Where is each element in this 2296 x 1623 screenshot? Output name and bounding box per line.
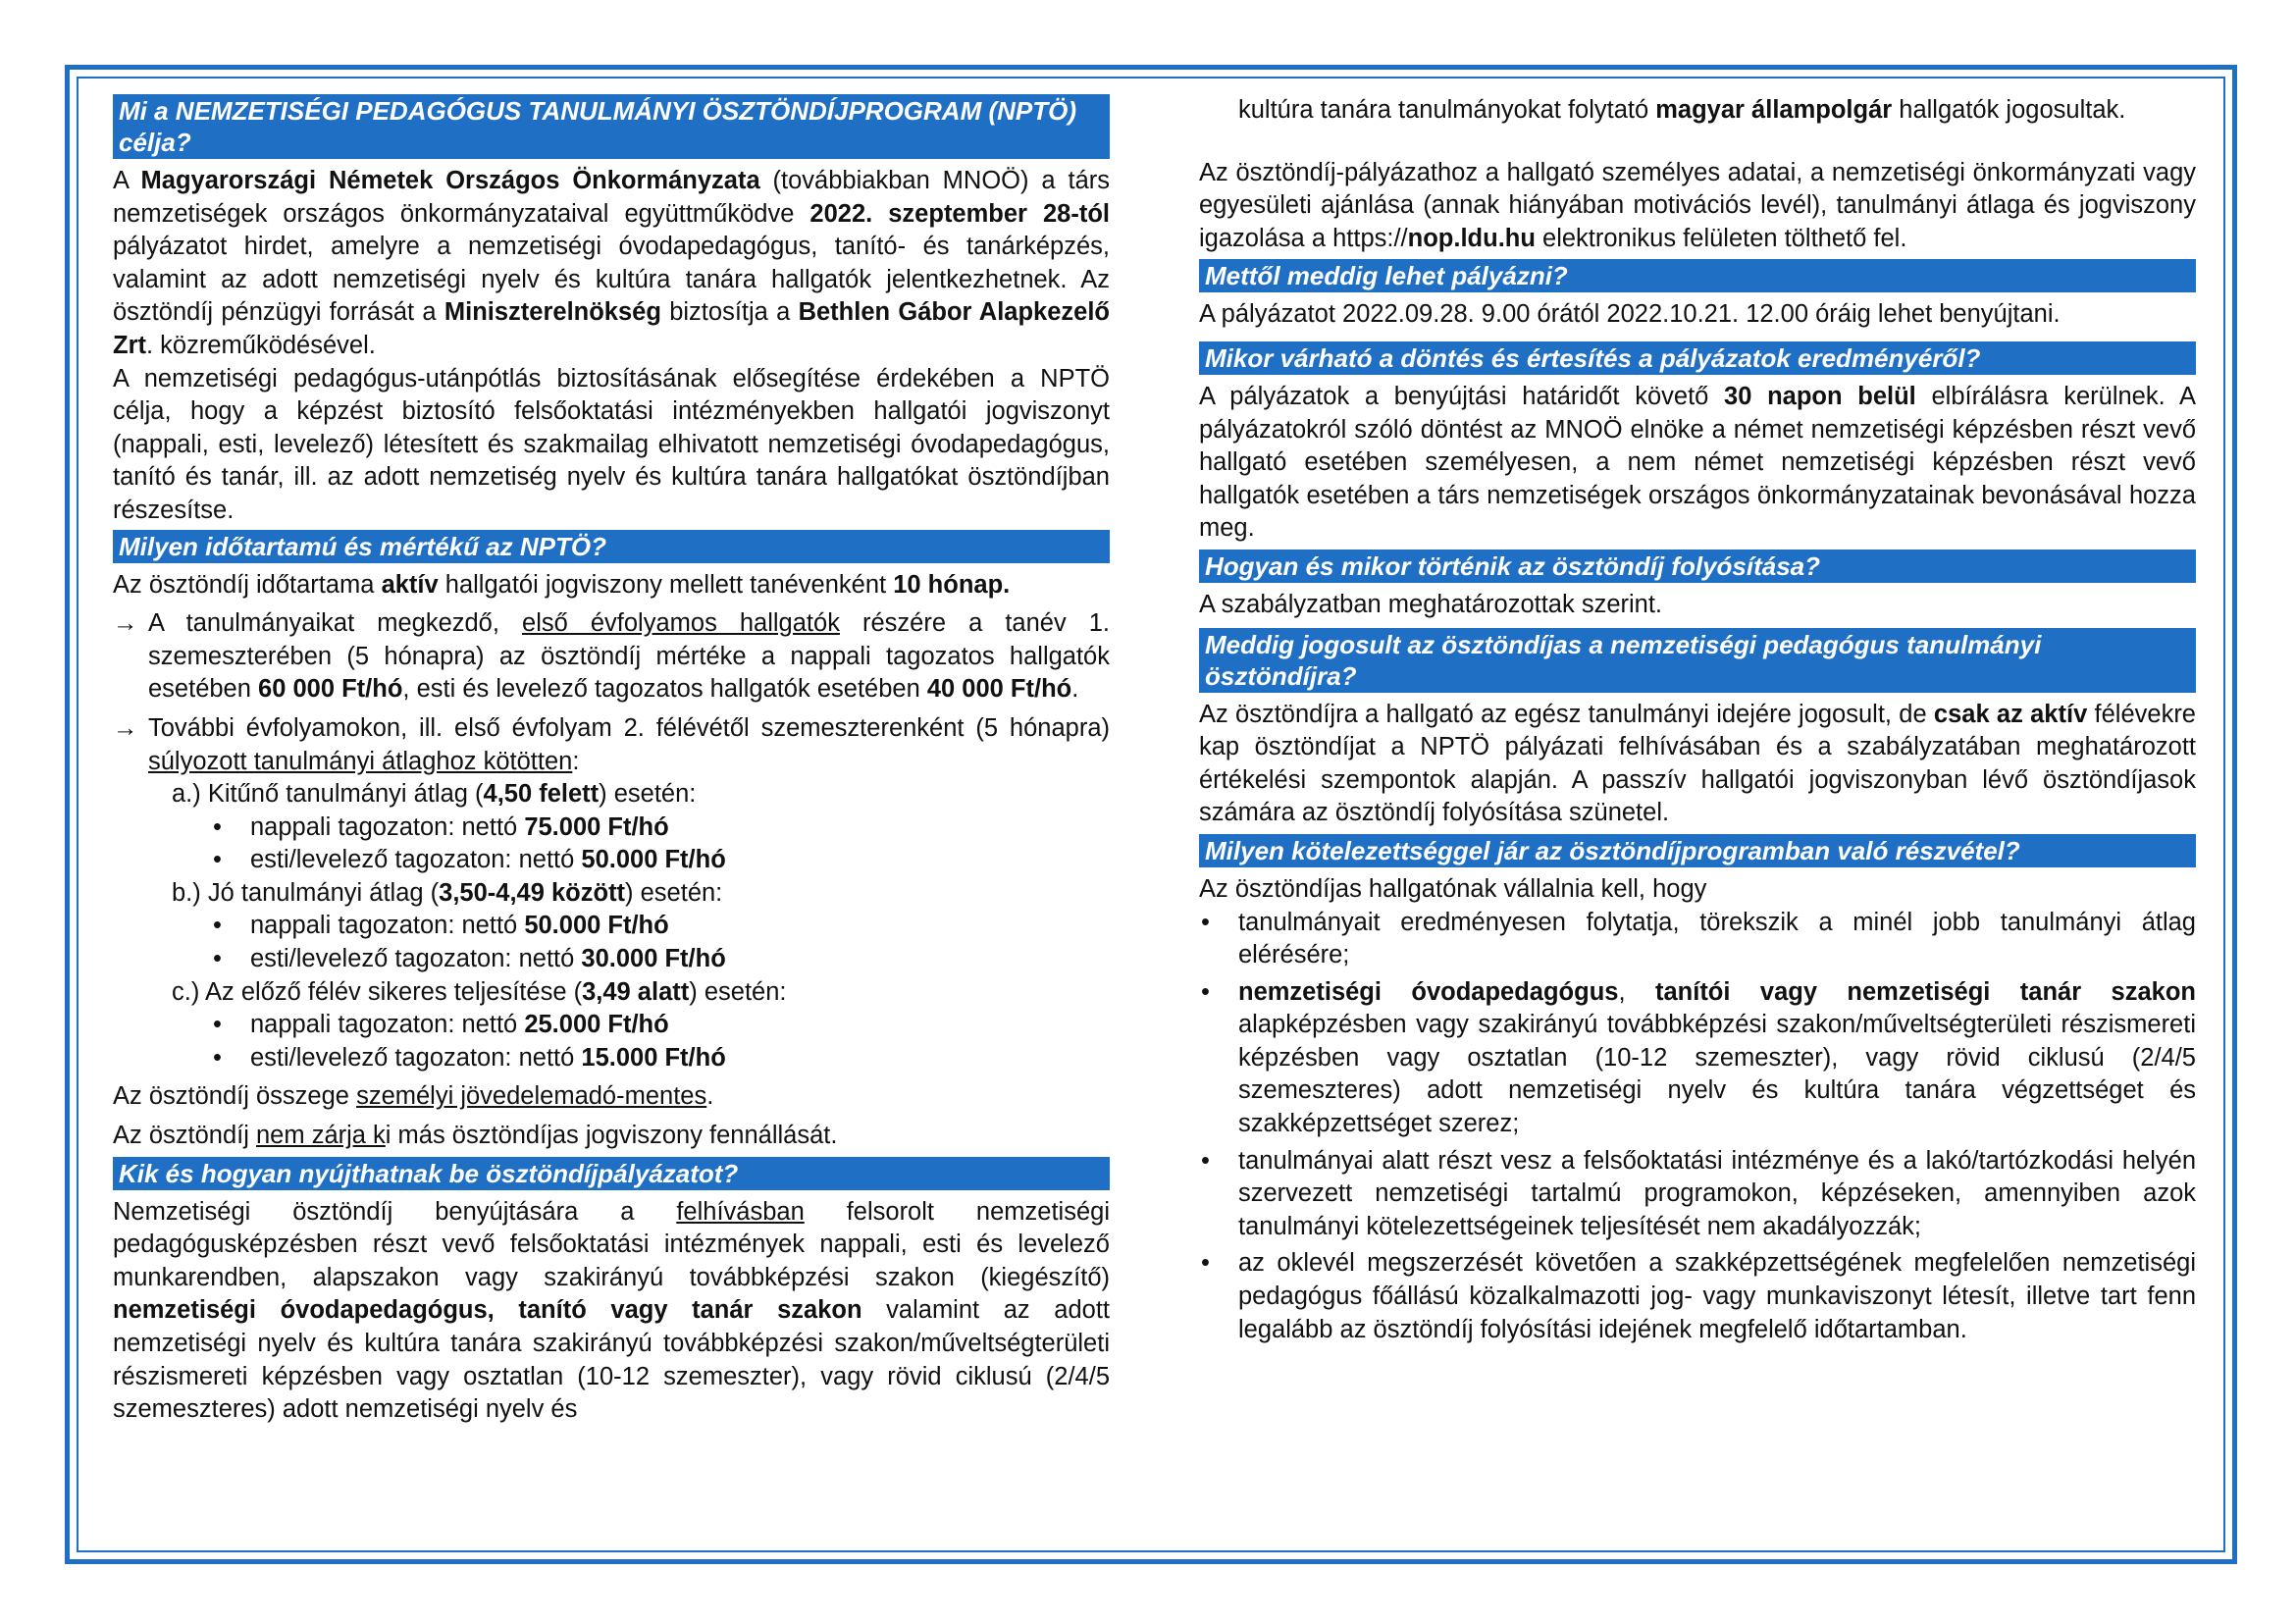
list-item <box>113 943 1110 976</box>
paragraph-obligations-intro: Az ösztöndíjas hallgatónak vállalnia kell, hogy <box>1199 874 1707 903</box>
amount: 15.000 Ft/hó <box>581 1043 726 1072</box>
text: ) esetén: <box>599 780 697 809</box>
text-bold: csak az aktív <box>1933 700 2088 728</box>
grade-range: 4,50 felett <box>483 780 600 809</box>
text: nappali tagozaton: nettó <box>250 912 525 940</box>
grade-pass <box>113 976 1110 1010</box>
paragraph-eligibility <box>113 1196 1110 1427</box>
paragraph-announcement <box>113 165 1110 363</box>
text: félévekre kap ösztöndíjat a NPTÖ pályázati felhívásában és a szabályzatában meghatározott értékelési szempontok alapján. A passzív hallgatói jogviszonyban lévő ösztöndíjasok számára az ösztöndíj folyósítása szünetel. <box>1199 700 2196 827</box>
text: (továbbiakban MNOÖ) a társ nemzetiségek országos önkormányzataival együttműködve <box>113 167 1110 228</box>
text-bold: tanítói vagy nemzetiségi tanár szakon <box>1654 977 2197 1006</box>
text-underlined: nem zárja k <box>256 1122 386 1150</box>
section-heading-obligations: Milyen kötelezettséggel jár az ösztöndíjprogramban való részvétel? <box>1199 834 2196 867</box>
text-bold: magyar állampolgár <box>1655 96 1893 124</box>
text: Az ösztöndíj-pályázathoz a hallgató személyes adatai, a nemzetiségi önkormányzati vagy egyesületi ajánlása (annak hiányában motivációs levél), tanulmányi átlaga és jogviszony igazolása a https:// <box>1199 158 2196 252</box>
arrow-right-icon: → <box>113 609 138 638</box>
section-heading-deadline: Mettől meddig lehet pályázni? <box>1199 259 2196 292</box>
text: ) esetén: <box>625 878 723 907</box>
text-underlined: súlyozott tanulmányi átlaghoz kötötten <box>148 747 573 775</box>
text: nappali tagozaton: nettó <box>250 1011 525 1039</box>
section-heading-duration: Milyen időtartamú és mértékű az NPTÖ? <box>113 530 1110 563</box>
text: Az ösztöndíj időtartama <box>113 570 382 599</box>
text: , esti és levelező tagozatos hallgatók esetében <box>402 675 927 704</box>
left-column <box>113 94 1110 1427</box>
text: kultúra tanára tanulmányokat folytató <box>1238 96 1656 124</box>
list-item <box>113 1042 1110 1075</box>
list-item <box>113 812 1110 845</box>
text-bold: 30 napon belül <box>1724 382 1916 410</box>
paragraph-decision <box>1199 381 2196 546</box>
text: elbírálásra kerülnek. A pályázatokról szóló döntést az MNOÖ elnöke a német nemzetiségi képzésben részt vevő hallgató esetében személyesen, a nem német nemzetiségi képzésben részt vevő hallgatók esetében a társ nemzetiségek országos önkormányzatainak bevonásával hozza meg. <box>1199 382 2196 543</box>
right-column <box>1199 94 2196 1346</box>
amount-day: 60 000 Ft/hó <box>258 675 403 704</box>
text-underlined: személyi jövedelemadó-mentes <box>356 1082 707 1111</box>
text: hallgatók jogosultak. <box>1892 96 2126 124</box>
text: esti/levelező tagozaton: nettó <box>250 846 582 874</box>
text: hallgatói jogviszony mellett tanévenként <box>438 570 894 599</box>
text: : <box>572 747 580 775</box>
duration-value: 10 hónap. <box>893 570 1011 599</box>
text: , <box>1618 977 1655 1006</box>
paragraph-entitlement <box>1199 699 2196 830</box>
list-item <box>113 1009 1110 1042</box>
amount: 30.000 Ft/hó <box>581 945 726 973</box>
arrow-item-further-years <box>113 712 1110 778</box>
text-bold: nemzetiségi óvodapedagógus <box>1238 977 1619 1006</box>
paragraph-duration <box>113 569 1110 602</box>
amount-evening: 40 000 Ft/hó <box>926 675 1072 704</box>
list-item: • tanulmányait eredményesen folytatja, törekszik a minél jobb tanulmányi átlag elérésére; <box>1199 907 2196 972</box>
paragraph-payment: A szabályzatban meghatározottak szerint. <box>1199 590 1663 618</box>
list-item <box>1199 976 2196 1141</box>
paragraph-other-scholarship <box>113 1120 1110 1153</box>
text-bold: aktív <box>381 570 439 599</box>
text: Az ösztöndíj <box>113 1122 256 1150</box>
text: További évfolyamokon, ill. első évfolyam 2. félévétől szemeszterenként (5 hónapra) <box>148 713 1110 742</box>
text: részére a tanév 1. szemeszterében (5 hónapra) az ösztöndíj mértéke a nappali tagozatos hallgatók esetében <box>148 609 1111 704</box>
text: i más ösztöndíjas jogviszony fennállását. <box>385 1122 838 1150</box>
text: Nemzetiségi ösztöndíj benyújtására a <box>113 1197 677 1226</box>
text-underlined: felhívásban <box>676 1197 805 1226</box>
text: felsorolt nemzetiségi pedagógusképzésben részt vevő felsőoktatási intézmények nappali, esti és levelező munkarendben, alapszakon vagy szakirányú továbbképzési szakon (kiegészítő) <box>113 1197 1110 1291</box>
text: . <box>1071 675 1079 704</box>
text: Az ösztöndíjra a hallgató az egész tanulmányi idejére jogosult, de <box>1199 700 1934 728</box>
text: elektronikus felületen tölthető fel. <box>1535 224 1907 252</box>
paragraph-goal: A nemzetiségi pedagógus-utánpótlás biztosításának elősegítése érdekében a NPTÖ célja, hogy a képzést biztosító felsőoktatási intézményekben hallgatói jogviszonyt (nappali, esti, levelező) létesített és szakmailag elhivatott nemzetiségi óvodapedagógus, tanító és tanár, ill. az adott nemzetiség nyelv és kultúra tanára hallgatókat ösztöndíjban részesítse. <box>113 364 1110 524</box>
arrow-item-text <box>148 712 1110 778</box>
text: b.) Jó tanulmányi átlag ( <box>172 878 440 907</box>
text: ) esetén: <box>689 977 787 1006</box>
org-name: Magyarországi Németek Országos Önkormányzata <box>140 167 760 194</box>
paragraph-deadline: A pályázatot 2022.09.28. 9.00 órától 2022.10.21. 12.00 óráig lehet benyújtani. <box>1199 300 2061 329</box>
text: A <box>113 167 141 194</box>
text: esti/levelező tagozaton: nettó <box>250 1043 582 1072</box>
text: pályázatot hirdet, amelyre a nemzetiségi óvodapedagógus, tanító- és tanárképzés, valamint az adott nemzetiségi nyelv és kultúra tanára hallgatók jelentkezhetnek. Az ösztöndíj pénzügyi forrását a <box>113 233 1110 327</box>
text: alapképzésben vagy szakirányú továbbképzési szakon/műveltségterületi részismereti képzésben vagy osztatlan (10-12 szemeszter), vagy rövid ciklusú (2/4/5 szemeszteres) adott nemzetiségi nyelv és kultúra tanára végzettséget és szakképzettséget szerez; <box>1238 1011 2196 1138</box>
amount: 75.000 Ft/hó <box>524 812 669 841</box>
section-heading-payment: Hogyan és mikor történik az ösztöndíj folyósítása? <box>1199 550 2196 583</box>
text: . közreműködésével. <box>146 331 376 359</box>
amount: 50.000 Ft/hó <box>581 846 726 874</box>
list-item <box>113 844 1110 877</box>
grade-excellent <box>113 778 1110 812</box>
fund-manager-name: Bethlen Gábor Alapkezelő Zrt <box>113 298 1110 359</box>
text: . <box>706 1082 714 1111</box>
start-date: 2022. szeptember 28-tól <box>809 199 1110 228</box>
amount: 25.000 Ft/hó <box>524 1011 669 1039</box>
paragraph-citizenship <box>1199 94 2196 128</box>
text: Az ösztöndíj összege <box>113 1082 357 1111</box>
funder-name: Miniszterelnökség <box>444 298 661 327</box>
text: nappali tagozaton: nettó <box>250 812 525 841</box>
grade-good <box>113 877 1110 911</box>
amount: 50.000 Ft/hó <box>524 912 669 940</box>
text: valamint az adott nemzetiségi nyelv és kultúra tanára szakirányú továbbképzési szakon/műveltségterületi részismereti képzésben vagy osztatlan (10-12 szemeszter), vagy rövid ciklusú (2/4/5 szemeszteres) adott nemzetiségi nyelv és <box>113 1296 1110 1424</box>
text-underlined: első évfolyamos hallgatók <box>522 609 840 638</box>
section-heading-decision: Mikor várható a döntés és értesítés a pályázatok eredményéről? <box>1199 341 2196 375</box>
text: a.) Kitűnő tanulmányi átlag ( <box>172 780 484 809</box>
arrow-item-text <box>148 607 1110 707</box>
text: A pályázatok a benyújtási határidőt követő <box>1199 382 1725 410</box>
list-item: • tanulmányai alatt részt vesz a felsőoktatási intézménye és a lakó/tartózkodási helyén szervezett nemzetiségi tartalmú programokon, képzéseken, amennyiben azok tanulmányi kötelezettségeinek teljesítését nem akadályozzák; <box>1199 1145 2196 1244</box>
section-heading-entitlement: Meddig jogosult az ösztöndíjas a nemzetiségi pedagógus tanulmányi ösztöndíjra? <box>1199 628 2196 693</box>
text: c.) Az előző félév sikeres teljesítése ( <box>172 977 583 1006</box>
section-heading-who-can-apply: Kik és hogyan nyújthatnak be ösztöndíjpályázatot? <box>113 1157 1110 1190</box>
list-item <box>113 910 1110 943</box>
text: A tanulmányaikat megkezdő, <box>148 609 523 638</box>
text: biztosítja a <box>660 298 799 327</box>
grade-range: 3,49 alatt <box>582 977 690 1006</box>
grade-range: 3,50-4,49 között <box>439 878 626 907</box>
website-link[interactable]: nop.ldu.hu <box>1407 224 1536 252</box>
list-item: • az oklevél megszerzését követően a szakképzettségének megfelelően nemzetiségi pedagógus főállású közalkalmazotti jog- vagy munkaviszonyt létesít, illetve tart fenn legalább az ösztöndíj folyósítási idejének megfelelő időtartamban. <box>1199 1247 2196 1346</box>
text: esti/levelező tagozaton: nettó <box>250 945 582 973</box>
paragraph-tax-free <box>113 1080 1110 1114</box>
paragraph-application-upload <box>1199 157 2196 256</box>
arrow-right-icon: → <box>113 713 138 742</box>
arrow-item-first-year <box>113 607 1110 707</box>
section-heading-npto-goal: Mi a NEMZETISÉGI PEDAGÓGUS TANULMÁNYI ÖSZTÖNDÍJPROGRAM (NPTÖ) célja? <box>113 94 1110 159</box>
text-bold: nemzetiségi óvodapedagógus, tanító vagy tanár szakon <box>113 1296 862 1325</box>
